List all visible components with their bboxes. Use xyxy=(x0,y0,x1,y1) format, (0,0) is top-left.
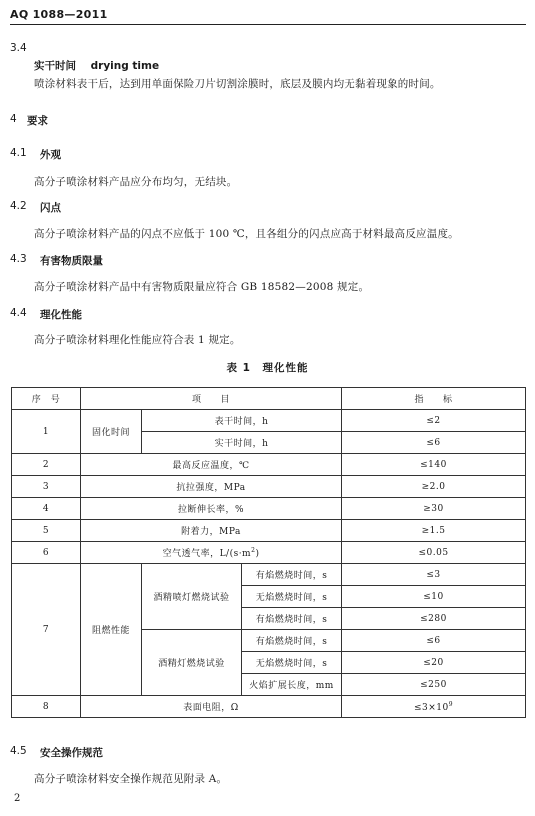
section-title: 有害物质限量 xyxy=(40,255,103,267)
table-row xyxy=(12,476,526,498)
section-number: 4.3 xyxy=(10,253,27,265)
table-row xyxy=(12,498,526,520)
item-cell: 有焰燃烧时间，s xyxy=(242,608,342,630)
value-cell: ≤250 xyxy=(342,674,526,696)
item-cell: 有焰燃烧时间，s xyxy=(242,630,342,652)
value-cell: ≥1.5 xyxy=(342,520,526,542)
value-cell: ≤6 xyxy=(342,630,526,652)
table-row xyxy=(12,564,526,586)
seq-cell: 3 xyxy=(12,476,81,498)
table-caption: 表 1 理化性能 xyxy=(226,362,309,374)
group-cell: 固化时间 xyxy=(81,410,142,454)
value-cell xyxy=(342,696,526,718)
item-superscript: 2 xyxy=(251,547,256,554)
value-cell: ≥30 xyxy=(342,498,526,520)
term-title xyxy=(34,58,159,73)
section-title: 外观 xyxy=(40,149,61,161)
term-title-cn: 实干时间 xyxy=(34,60,76,72)
item-cell: 表面电阻，Ω xyxy=(81,696,342,718)
page-number: 2 xyxy=(14,793,21,804)
section-text: 高分子喷涂材料安全操作规范见附录 A。 xyxy=(34,773,228,785)
section-title: 闪点 xyxy=(40,202,61,214)
value-cell: ≤10 xyxy=(342,586,526,608)
table-header-row xyxy=(12,388,526,410)
section-number: 4.1 xyxy=(10,147,27,159)
subgroup-cell: 酒精灯燃烧试验 xyxy=(142,630,242,696)
standard-code: AQ 1088—2011 xyxy=(10,8,108,21)
header-rule xyxy=(10,24,526,25)
value-cell: ≤0.05 xyxy=(342,542,526,564)
item-cell: 抗拉强度，MPa xyxy=(81,476,342,498)
value-cell: ≤280 xyxy=(342,608,526,630)
section-title: 理化性能 xyxy=(40,309,82,321)
section-text: 高分子喷涂材料产品中有害物质限量应符合 GB 18582—2008 规定。 xyxy=(34,281,370,293)
table-row xyxy=(12,542,526,564)
item-cell: 表干时间，h xyxy=(142,410,342,432)
value-cell: ≤140 xyxy=(342,454,526,476)
seq-cell: 8 xyxy=(12,696,81,718)
section-number: 4.2 xyxy=(10,200,27,212)
table-row xyxy=(12,410,526,432)
section-text: 高分子喷涂材料理化性能应符合表 1 规定。 xyxy=(34,334,241,346)
item-cell: 最高反应温度，℃ xyxy=(81,454,342,476)
section-number: 4 xyxy=(10,113,17,125)
section-number: 4.5 xyxy=(10,745,27,757)
seq-cell: 7 xyxy=(12,564,81,696)
group-cell: 阻燃性能 xyxy=(81,564,142,696)
header-seq: 序 号 xyxy=(12,388,81,410)
value-cell: ≤3 xyxy=(342,564,526,586)
table-row xyxy=(12,454,526,476)
seq-cell: 5 xyxy=(12,520,81,542)
section-title: 要求 xyxy=(27,115,48,127)
section-number: 3.4 xyxy=(10,42,27,54)
value-cell: ≤2 xyxy=(342,410,526,432)
item-cell: 实干时间，h xyxy=(142,432,342,454)
value-exponent: 9 xyxy=(448,700,454,708)
table-row xyxy=(12,696,526,718)
seq-cell: 1 xyxy=(12,410,81,454)
header-index: 指 标 xyxy=(342,388,526,410)
item-text-end: ) xyxy=(255,549,260,559)
term-title-en: drying time xyxy=(90,60,160,72)
subgroup-cell: 酒精喷灯燃烧试验 xyxy=(142,564,242,630)
item-cell xyxy=(81,542,342,564)
item-cell: 拉断伸长率，% xyxy=(81,498,342,520)
value-cell: ≤20 xyxy=(342,652,526,674)
section-text: 高分子喷涂材料产品的闪点不应低于 100 ℃，且各组分的闪点应高于材料最高反应温度。 xyxy=(34,228,459,240)
item-cell: 火焰扩展长度，mm xyxy=(242,674,342,696)
table-row xyxy=(12,520,526,542)
section-number: 4.4 xyxy=(10,307,27,319)
value-text: ≤3×10 xyxy=(413,702,449,713)
seq-cell: 4 xyxy=(12,498,81,520)
item-cell: 无焰燃烧时间，s xyxy=(242,586,342,608)
item-cell: 有焰燃烧时间，s xyxy=(242,564,342,586)
seq-cell: 6 xyxy=(12,542,81,564)
value-cell: ≥2.0 xyxy=(342,476,526,498)
seq-cell: 2 xyxy=(12,454,81,476)
item-cell: 无焰燃烧时间，s xyxy=(242,652,342,674)
item-text: 空气透气率，L/(s·m xyxy=(162,549,252,559)
section-title: 安全操作规范 xyxy=(40,747,103,759)
section-text: 高分子喷涂材料产品应分布均匀，无结块。 xyxy=(34,176,238,188)
properties-table xyxy=(11,387,526,718)
item-cell: 附着力，MPa xyxy=(81,520,342,542)
term-definition: 喷涂材料表干后，达到用单面保险刀片切割涂膜时，底层及膜内均无黏着现象的时间。 xyxy=(34,78,441,90)
header-item: 项 目 xyxy=(81,388,342,410)
value-cell: ≤6 xyxy=(342,432,526,454)
